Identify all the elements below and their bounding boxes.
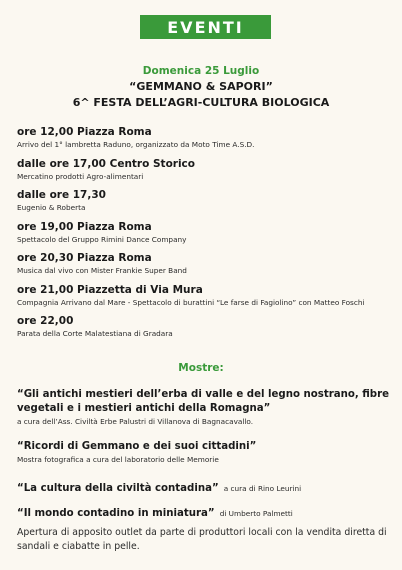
exhibition-item — [17, 388, 397, 427]
schedule-item — [17, 220, 397, 252]
schedule-description: Arrivo del 1° lambretta Raduno, organizzato da Moto Time A.S.D. — [17, 140, 255, 149]
schedule-time: ore 22,00 — [17, 315, 74, 327]
exhibition-item — [17, 476, 397, 496]
event-date: Domenica 25 Luglio — [142, 65, 260, 77]
schedule-item — [17, 283, 397, 315]
exhibition-title: “Il mondo contadino in miniatura” — [17, 508, 215, 519]
schedule-item — [17, 314, 397, 346]
schedule-time: ore 21,00 Piazzetta di Via Mura — [17, 283, 203, 296]
exhibition-credit: a cura di Rino Leurini — [223, 484, 302, 493]
header-label: EVENTI — [167, 17, 244, 37]
schedule-item — [17, 251, 397, 283]
schedule-description: Compagnia Arrivano dal Mare - Spettacolo di burattini “Le farse di Fagiolino” con Matteo Foschi — [17, 297, 365, 307]
exhibition-title: “Ricordi di Gemmano e dei suoi cittadini” — [17, 441, 257, 452]
outlet-note: Apertura di apposito outlet da parte di produttori locali con la vendita diretta di sandali e ciabatte in pelle. — [17, 527, 387, 552]
schedule-item — [17, 157, 397, 189]
event-title: “GEMMANO & SAPORI” — [129, 80, 273, 93]
schedule-time: ore 20,30 Piazza Roma — [17, 252, 152, 264]
section-header-eventi — [140, 15, 271, 39]
schedule-item — [17, 125, 397, 157]
schedule-item — [17, 188, 397, 220]
exhibition-credit: di Umberto Palmetti — [219, 509, 293, 518]
schedule-time: dalle ore 17,30 — [17, 189, 106, 201]
schedule-description: Musica dal vivo con Mister Frankie Super Band — [17, 266, 187, 275]
schedule-description: Spettacolo del Gruppo Rimini Dance Company — [17, 234, 187, 244]
exhibition-item — [17, 440, 397, 465]
exhibition-title: “Gli antichi mestieri dell’erba di valle e del legno nostrano, fibre vegetali e i mestieri antichi della Romagna” — [17, 389, 390, 414]
exhibition-title: “La cultura della civiltà contadina” — [17, 483, 219, 494]
exhibition-credit: a cura dell’Ass. Civiltà Erbe Palustri di Villanova di Bagnacavallo. — [17, 417, 254, 426]
schedule-time: ore 19,00 Piazza Roma — [17, 220, 152, 233]
schedule-description: Parata della Corte Malatestiana di Gradara — [17, 329, 173, 338]
schedule-description: Mercatino prodotti Agro-alimentari — [17, 171, 144, 181]
exhibition-credit: Mostra fotografica a cura del laboratorio delle Memorie — [17, 455, 219, 464]
schedule-time: dalle ore 17,00 Centro Storico — [17, 157, 195, 170]
event-subtitle: 6^ FESTA DELL’AGRI-CULTURA BIOLOGICA — [72, 96, 330, 109]
schedule-time: ore 12,00 Piazza Roma — [17, 126, 152, 138]
schedule-description: Eugenio & Roberta — [17, 203, 86, 212]
exhibition-item — [17, 501, 397, 521]
exhibitions-heading: Mostre: — [178, 362, 224, 374]
event-schedule — [17, 125, 397, 346]
